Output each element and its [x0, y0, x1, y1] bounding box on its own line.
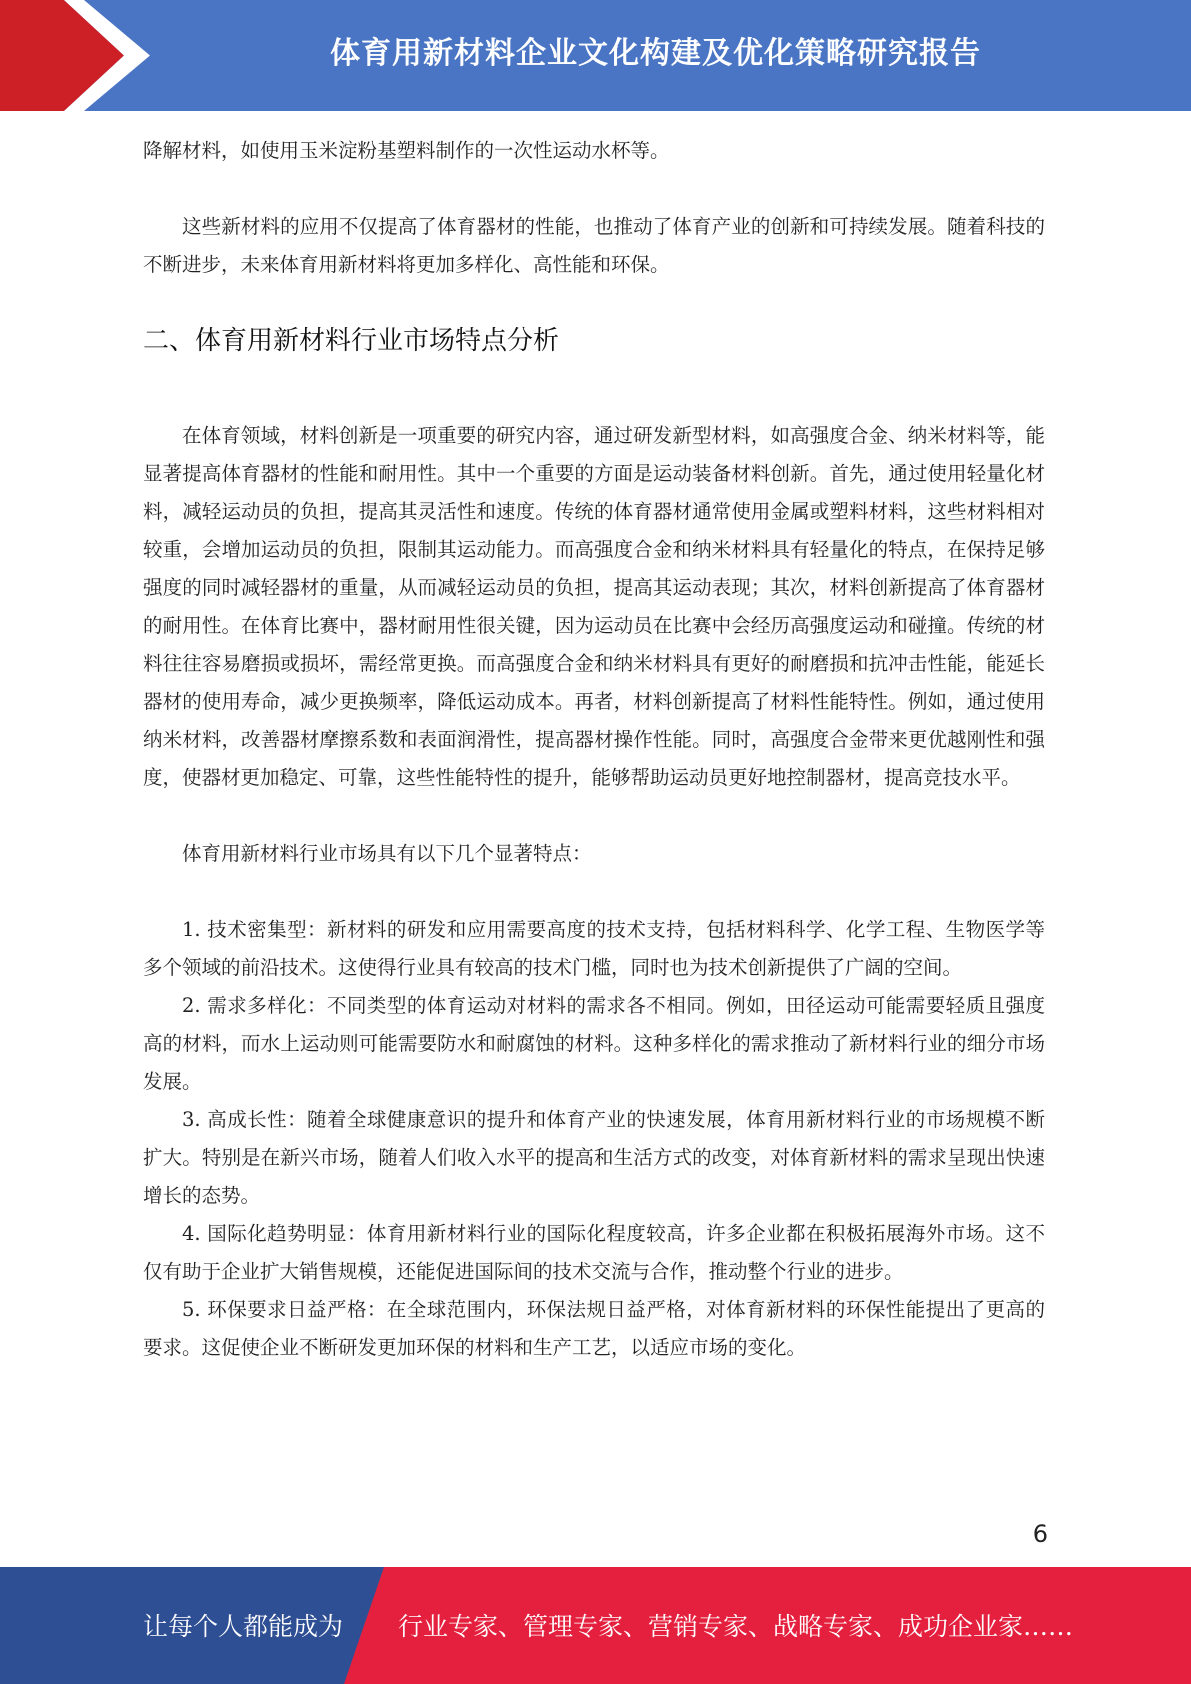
section-heading: 二、体育用新材料行业市场特点分析 [143, 326, 560, 356]
document-body [143, 132, 1045, 1367]
footer-slogan-right: 行业专家、管理专家、营销专家、战略专家、成功企业家…… [398, 1612, 1074, 1641]
list-item: 2. 需求多样化：不同类型的体育运动对材料的需求各不相同。例如，田径运动可能需要轻质且强度高的材料，而水上运动则可能需要防水和耐腐蚀的材料。这种多样化的需求推动了新材料行业的细分市场发展。 [143, 994, 1045, 1093]
paragraph-summary: 这些新材料的应用不仅提高了体育器材的性能，也推动了体育产业的创新和可持续发展。随着科技的不断进步，未来体育用新材料将更加多样化、高性能和环保。 [143, 215, 1045, 276]
paragraph-list-intro: 体育用新材料行业市场具有以下几个显著特点： [182, 842, 592, 865]
page-header [0, 0, 1191, 111]
page-footer [0, 1567, 1191, 1684]
document-title: 体育用新材料企业文化构建及优化策略研究报告 [330, 36, 981, 71]
list-item: 4. 国际化趋势明显：体育用新材料行业的国际化程度较高，许多企业都在积极拓展海外市场。这不仅有助于企业扩大销售规模，还能促进国际间的技术交流与合作，推动整个行业的进步。 [143, 1222, 1045, 1283]
paragraph-continuation: 降解材料，如使用玉米淀粉基塑料制作的一次性运动水杯等。 [143, 139, 670, 162]
page-number: 6 [1032, 1520, 1048, 1548]
list-item: 3. 高成长性：随着全球健康意识的提升和体育产业的快速发展，体育用新材料行业的市场规模不断扩大。特别是在新兴市场，随着人们收入水平的提高和生活方式的改变，对体育新材料的需求呈现出快速增长的态势。 [143, 1108, 1045, 1207]
paragraph-material-innovation: 在体育领域，材料创新是一项重要的研究内容，通过研发新型材料，如高强度合金、纳米材料等，能显著提高体育器材的性能和耐用性。其中一个重要的方面是运动装备材料创新。首先，通过使用轻量化材料，减轻运动员的负担，提高其灵活性和速度。传统的体育器材通常使用金属或塑料材料，这些材料相对较重，会增加运动员的负担，限制其运动能力。而高强度合金和纳米材料具有轻量化的特点，在保持足够强度的同时减轻器材的重量，从而减轻运动员的负担，提高其运动表现；其次，材料创新提高了体育器材的耐用性。在体育比赛中，器材耐用性很关键，因为运动员在比赛中会经历高强度运动和碰撞。传统的材料往往容易磨损或损坏，需经常更换。而高强度合金和纳米材料具有更好的耐磨损和抗冲击性能，能延长器材的使用寿命，减少更换频率，降低运动成本。再者，材料创新提高了材料性能特性。例如，通过使用纳米材料，改善器材摩擦系数和表面润滑性，提高器材操作性能。同时，高强度合金带来更优越刚性和强度，使器材更加稳定、可靠，这些性能特性的提升，能够帮助运动员更好地控制器材，提高竞技水平。 [143, 424, 1045, 789]
list-item: 1. 技术密集型：新材料的研发和应用需要高度的技术支持，包括材料科学、化学工程、生物医学等多个领域的前沿技术。这使得行业具有较高的技术门槛，同时也为技术创新提供了广阔的空间。 [143, 918, 1045, 979]
list-item: 5. 环保要求日益严格：在全球范围内，环保法规日益严格，对体育新材料的环保性能提出了更高的要求。这促使企业不断研发更加环保的材料和生产工艺，以适应市场的变化。 [143, 1298, 1045, 1359]
footer-slogan-left: 让每个人都能成为 [143, 1612, 344, 1641]
